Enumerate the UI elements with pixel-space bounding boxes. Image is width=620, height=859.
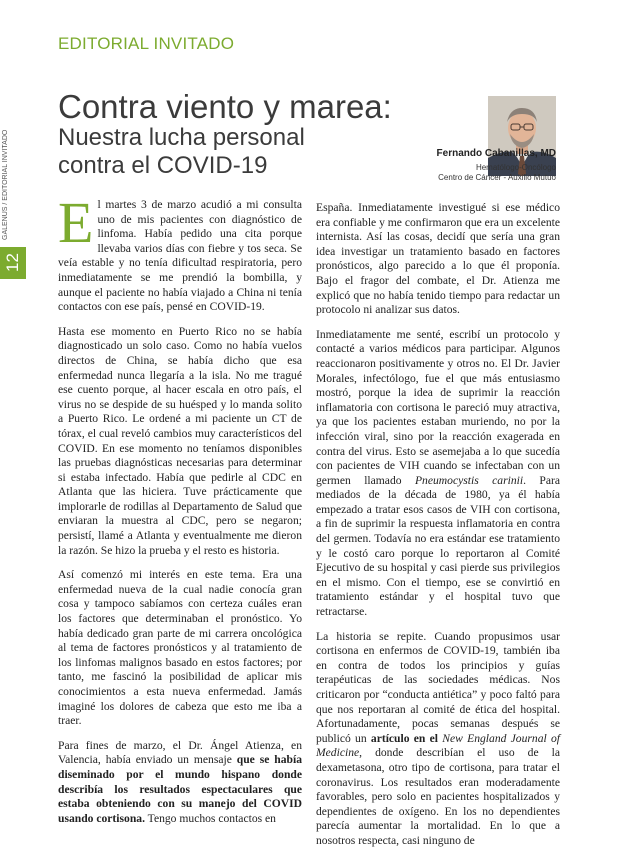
paragraph-7-text-a: La historia se repite. Cuando propusimos usar cortisona en enfermos de COVID-19, también iba en contra de todos los principios y guías terapéuticas de las sociedades médicas. Nos criticaron por “conducta antiética” y poco faltó para que nos reportaran al comité de ética del hospital. Afortunadamente, pocas semanas después se publicó un xyxy=(316,629,560,745)
paragraph-4-bold: que se había diseminado por el mundo hispano donde describía los resultados espectaculares que estaba obteniendo con su manejo del COVID usando cortisona. xyxy=(58,753,302,825)
article-subtitle xyxy=(58,124,368,180)
paragraph-2: Hasta ese momento en Puerto Rico no se había diagnosticado un solo caso. Como no había vuelos directos de China, se había dicho que esa enfermedad nunca llegaría a la isla. No me tragué ese cuento porque, al hacer escala en otro país, el virus no se despide de su huésped y lo manda solito a Puerto Rico. Le ordené a mi paciente un CT de tórax, el cual reveló cambios muy característicos del COVID. En ese momento no teníamos disponibles las pruebas diagnósticas necesarias para determinar si estaba infectado. Había que pedirle al CDC en Atlanta que las hiciera. Tuve prácticamente que implorarle de rodillas al Departamento de Salud que enviaran la muestra al CDC, pero se negaron; persistí, llamé a Atlanta y eventualmente me dieron la razón. Se hizo la prueba y el resto es historia. xyxy=(58,324,302,557)
body-column-right xyxy=(316,201,560,859)
paragraph-6-italic: Pneumocystis carinii xyxy=(414,473,524,487)
paragraph-1-text: l martes 3 de marzo acudió a mi consulta uno de mis pacientes con diagnóstico de linfoma. Había pedido una cita porque llevaba varios días con fiebre y tos seca. Se veía estable y no tenía dificultad respiratoria, pero inmediatamente se me prendió la bombilla, y aunque el paciente no había viajado a China ni tenía contactos con ese país, pensé en COVID-19. xyxy=(58,198,302,314)
paragraph-7-italic: New England Journal of Medicine xyxy=(316,731,560,760)
side-rail-text: GALENUS / EDITORIAL INVITADO xyxy=(2,129,9,240)
author-affiliation: Centro de Cáncer - Auxilio Mutuo xyxy=(438,173,556,182)
paragraph-7-bold: artículo en el xyxy=(370,731,438,745)
paragraph-1 xyxy=(58,190,302,315)
paragraph-6-text-a: Inmediatamente me senté, escribí un protocolo y contacté a varios médicos para participar. Algunos reaccionaron positivamente y otros no. El Dr. Javier Morales, infectólogo, fue el que más entusiasmo mostró, porque la idea de suprimir la reacción inflamatoria con cortisona le pareció muy atractiva, ya que los pacientes estaban muriendo, no por la infección viral, sino por la reacción exagerada en contra del virus. Esto se asemejaba a lo que sucedía con pacientes de VIH cuando se infectaban con un germen llamado xyxy=(316,327,560,487)
paragraph-4-text-a: Para fines de marzo, el Dr. Ángel Atienza, en Valencia, había enviado un mensaje xyxy=(58,738,302,767)
article-title: Contra viento y marea: xyxy=(58,88,392,125)
subtitle-line-2: contra el COVID-19 xyxy=(58,152,268,179)
paragraph-4 xyxy=(58,739,302,827)
body-column-left xyxy=(58,190,302,836)
subtitle-line-1: Nuestra lucha personal xyxy=(58,124,305,151)
author-block xyxy=(437,148,556,183)
paragraph-7 xyxy=(316,630,560,849)
drop-cap: E xyxy=(58,190,94,255)
paragraph-3: Así comenzó mi interés en este tema. Era una enfermedad nueva de la cual nadie conocía gran cosa y tampoco sabíamos con certeza cuáles eran los factores que determinaban el pronóstico. Yo había dedicado gran parte de mi carrera oncológica al tema de factores pronósticos y al tratamiento de los linfomas malignos basado en estos factores; por tanto, me fascinó la posibilidad de aplicar mis conocimientos a esta nueva enfermedad. Jamás imaginé los dolores de cabeza que esto me iba a traer. xyxy=(58,568,302,728)
paragraph-6-text-b: . Para mediados de la década de 1980, ya él había empezado a tratar esos casos de VIH con cortisona, a fin de suprimir la respuesta inflamatoria en contra del germen. Todavía no era estándar ese tratamiento y le costó caro porque lo reportaron al Comité Ejecutivo de su hospital y casi pierde sus privilegios en el mismo. Con el tiempo, ese se convirtió en tratamiento estándar y el hospital tuvo que retractarse. xyxy=(316,473,560,619)
author-role: Hematólogo-Oncólogo xyxy=(475,163,556,172)
author-name: Fernando Cabanillas, MD xyxy=(436,148,556,159)
page-number-box xyxy=(0,247,26,279)
section-label: EDITORIAL INVITADO xyxy=(58,34,235,53)
paragraph-7-text-b: , donde describían el uso de la dexametasona, otro tipo de cortisona, para tratar el coronavirus. Los resultados eran moderadamente favorables, pero solo en pacientes hospitalizados y dependientes de oxígeno. En los no dependientes parecía aumentar la mortalidad. En lo que a nosotros respecta, casi ninguno de xyxy=(316,746,560,847)
paragraph-6 xyxy=(316,328,560,620)
page-number: 12 xyxy=(3,253,22,273)
paragraph-4-text-b: Tengo muchos contactos en xyxy=(144,811,276,825)
paragraph-5: España. Inmediatamente investigué si ese médico era confiable y me confirmaron que era un excelente internista. Así las cosas, decidí que sería una gran idea investigar un tratamiento basado en factores pronósticos, algo parecido a lo que él proponía. Bajo el fragor del combate, el Dr. Atienza me explicó que no había tenido tiempo para redactar un protocolo ni analizar sus datos. xyxy=(316,201,560,317)
